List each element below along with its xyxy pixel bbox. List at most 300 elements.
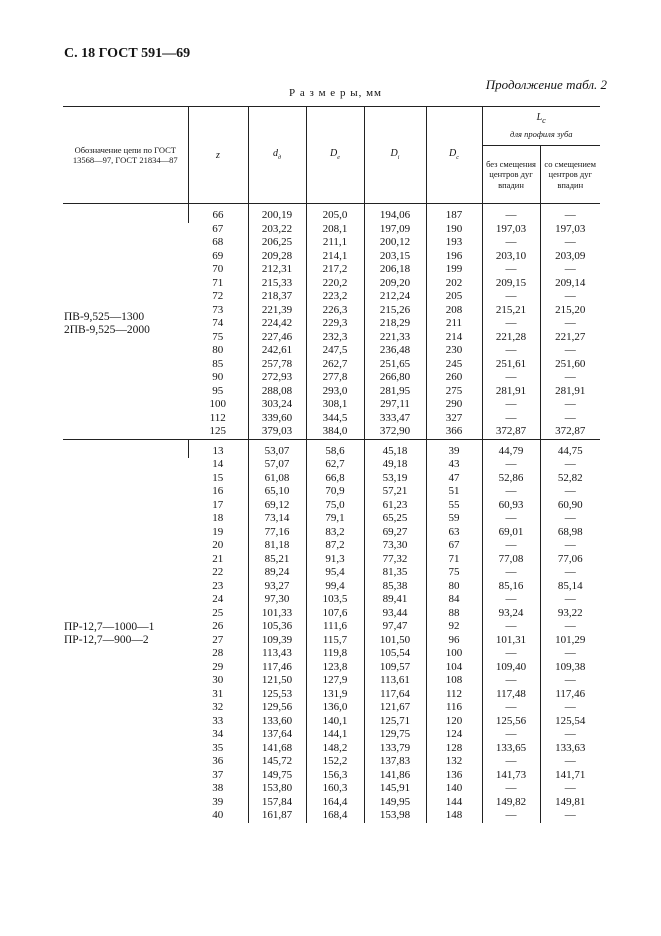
- cell-d-d: 133,60: [248, 715, 306, 729]
- cell-d-d: 149,75: [248, 769, 306, 783]
- cell-d-i: 251,65: [364, 358, 426, 372]
- cell-d-e: 384,0: [306, 425, 364, 439]
- cell-z: 33: [212, 714, 224, 727]
- cell-d-i: 81,35: [364, 566, 426, 580]
- cell-d-c: 84: [426, 593, 482, 607]
- cell-lc-without-offset: —: [482, 263, 540, 277]
- cell-lc-with-offset: 141,71: [540, 769, 600, 783]
- cell-lc-without-offset: 101,31: [482, 634, 540, 648]
- cell-d-e: 87,2: [306, 539, 364, 553]
- cell-d-i: 149,95: [364, 796, 426, 810]
- cell-d-d: 212,31: [248, 263, 306, 277]
- cell-d-c: 92: [426, 620, 482, 634]
- cell-z: 30: [212, 674, 224, 686]
- cell-d-i: 73,30: [364, 539, 426, 553]
- cell-d-i: 215,26: [364, 304, 426, 318]
- cell-z: 73: [212, 303, 224, 316]
- cell-lc-with-offset: 203,09: [540, 250, 600, 264]
- cell-d-c: 100: [426, 647, 482, 661]
- cell-lc-with-offset: 281,91: [540, 385, 600, 399]
- cell-z: 18: [212, 512, 224, 524]
- cell-lc-without-offset: 281,91: [482, 385, 540, 399]
- cell-d-e: 58,6: [306, 439, 364, 458]
- cell-lc-with-offset: 68,98: [540, 526, 600, 540]
- cell-d-i: 69,27: [364, 526, 426, 540]
- cell-d-d: 57,07: [248, 458, 306, 472]
- cell-d-i: 109,57: [364, 661, 426, 675]
- cell-lc-without-offset: —: [482, 620, 540, 634]
- cell-d-e: 144,1: [306, 728, 364, 742]
- cell-d-c: 148: [426, 809, 482, 823]
- cell-d-c: 132: [426, 755, 482, 769]
- cell-d-d: 224,42: [248, 317, 306, 331]
- cell-lc-with-offset: 197,03: [540, 223, 600, 237]
- cell-z: 19: [212, 525, 224, 538]
- cell-d-c: 208: [426, 304, 482, 318]
- cell-d-i: 212,24: [364, 290, 426, 304]
- cell-lc-without-offset: —: [482, 458, 540, 472]
- cell-z: 112: [209, 411, 226, 424]
- cell-d-c: 205: [426, 290, 482, 304]
- cell-lc-without-offset: 93,24: [482, 607, 540, 621]
- cell-z: 14: [212, 458, 224, 470]
- cell-d-i: 221,33: [364, 331, 426, 345]
- cell-d-e: 156,3: [306, 769, 364, 783]
- cell-d-e: 127,9: [306, 674, 364, 688]
- cell-z: 68: [212, 236, 224, 248]
- cell-d-i: 372,90: [364, 425, 426, 439]
- cell-d-e: 95,4: [306, 566, 364, 580]
- cell-d-d: 272,93: [248, 371, 306, 385]
- cell-d-e: 223,2: [306, 290, 364, 304]
- cell-d-i: 206,18: [364, 263, 426, 277]
- cell-lc-without-offset: —: [482, 539, 540, 553]
- cell-d-c: 230: [426, 344, 482, 358]
- cell-d-e: 211,1: [306, 236, 364, 250]
- cell-lc-without-offset: —: [482, 236, 540, 250]
- cell-z: 27: [212, 633, 224, 646]
- cell-d-e: 208,1: [306, 223, 364, 237]
- cell-d-i: 153,98: [364, 809, 426, 823]
- cell-z: 69: [212, 249, 224, 262]
- cell-d-e: 79,1: [306, 512, 364, 526]
- cell-lc-without-offset: 44,79: [482, 439, 540, 458]
- cell-z: 39: [212, 795, 224, 808]
- cell-z: 74: [212, 317, 224, 329]
- cell-lc-without-offset: 52,86: [482, 472, 540, 486]
- cell-d-c: 88: [426, 607, 482, 621]
- cell-d-e: 344,5: [306, 412, 364, 426]
- cell-lc-with-offset: —: [540, 290, 600, 304]
- cell-lc-without-offset: —: [482, 412, 540, 426]
- header-dd: $d_д$: [248, 107, 306, 204]
- cell-d-i: 197,09: [364, 223, 426, 237]
- cell-z: 31: [212, 687, 224, 700]
- cell-z: 26: [212, 620, 224, 632]
- chain-designation: ПР-12,7—1000—1 ПР-12,7—900—2: [63, 439, 188, 823]
- cell-d-e: 152,2: [306, 755, 364, 769]
- cell-z: 72: [212, 290, 224, 302]
- cell-d-c: 63: [426, 526, 482, 540]
- cell-lc-without-offset: —: [482, 371, 540, 385]
- cell-d-i: 281,95: [364, 385, 426, 399]
- header-lc-without-offset: без смещения центров дуг впадин: [482, 146, 540, 204]
- cell-lc-with-offset: —: [540, 701, 600, 715]
- cell-d-e: 160,3: [306, 782, 364, 796]
- cell-lc-with-offset: 149,81: [540, 796, 600, 810]
- cell-z: 71: [212, 276, 224, 289]
- table-header: [63, 107, 600, 204]
- cell-lc-with-offset: —: [540, 512, 600, 526]
- cell-z: 66: [188, 204, 248, 223]
- cell-d-e: 119,8: [306, 647, 364, 661]
- cell-z: 95: [212, 384, 224, 397]
- cell-lc-without-offset: 85,16: [482, 580, 540, 594]
- cell-d-i: 297,11: [364, 398, 426, 412]
- header-z: z: [188, 107, 248, 204]
- table-continuation-label: Продолжение табл. 2: [485, 77, 607, 92]
- cell-d-i: 266,80: [364, 371, 426, 385]
- cell-lc-without-offset: 60,93: [482, 499, 540, 513]
- cell-d-i: 61,23: [364, 499, 426, 513]
- cell-d-c: 104: [426, 661, 482, 675]
- cell-lc-without-offset: —: [482, 290, 540, 304]
- cell-lc-with-offset: 109,38: [540, 661, 600, 675]
- cell-d-e: 99,4: [306, 580, 364, 594]
- cell-d-d: 218,37: [248, 290, 306, 304]
- cell-d-i: 194,06: [364, 204, 426, 223]
- cell-z: 21: [212, 552, 224, 565]
- cell-lc-without-offset: —: [482, 809, 540, 823]
- cell-d-e: 220,2: [306, 277, 364, 291]
- cell-d-d: 121,50: [248, 674, 306, 688]
- cell-lc-with-offset: —: [540, 263, 600, 277]
- cell-d-e: 123,8: [306, 661, 364, 675]
- cell-d-i: 121,67: [364, 701, 426, 715]
- cell-lc-with-offset: —: [540, 674, 600, 688]
- cell-d-i: 93,44: [364, 607, 426, 621]
- cell-d-d: 93,27: [248, 580, 306, 594]
- cell-d-d: 105,36: [248, 620, 306, 634]
- cell-d-e: 140,1: [306, 715, 364, 729]
- cell-d-d: 141,68: [248, 742, 306, 756]
- cell-z: 100: [209, 398, 226, 410]
- cell-d-c: 55: [426, 499, 482, 513]
- cell-z: 23: [212, 579, 224, 592]
- chain-dimensions-table: [63, 106, 600, 823]
- cell-d-e: 226,3: [306, 304, 364, 318]
- cell-d-c: 67: [426, 539, 482, 553]
- cell-d-e: 75,0: [306, 499, 364, 513]
- cell-lc-with-offset: 52,82: [540, 472, 600, 486]
- cell-lc-with-offset: —: [540, 458, 600, 472]
- cell-lc-without-offset: —: [482, 701, 540, 715]
- cell-lc-with-offset: 372,87: [540, 425, 600, 439]
- cell-z: 75: [212, 330, 224, 343]
- cell-lc-with-offset: —: [540, 317, 600, 331]
- cell-d-d: 200,19: [248, 204, 306, 223]
- cell-d-c: 47: [426, 472, 482, 486]
- cell-d-c: 193: [426, 236, 482, 250]
- cell-d-c: 187: [426, 204, 482, 223]
- cell-d-d: 206,25: [248, 236, 306, 250]
- cell-z: 15: [212, 471, 224, 484]
- cell-d-c: 51: [426, 485, 482, 499]
- cell-d-e: 164,4: [306, 796, 364, 810]
- cell-d-c: 71: [426, 553, 482, 567]
- cell-d-c: 190: [426, 223, 482, 237]
- cell-d-d: 77,16: [248, 526, 306, 540]
- cell-d-e: 277,8: [306, 371, 364, 385]
- cell-lc-with-offset: —: [540, 728, 600, 742]
- cell-d-d: 117,46: [248, 661, 306, 675]
- cell-d-c: 290: [426, 398, 482, 412]
- cell-lc-with-offset: —: [540, 412, 600, 426]
- cell-d-e: 131,9: [306, 688, 364, 702]
- cell-d-i: 53,19: [364, 472, 426, 486]
- cell-d-d: 125,53: [248, 688, 306, 702]
- cell-z: 20: [212, 539, 224, 551]
- cell-d-d: 157,84: [248, 796, 306, 810]
- cell-z: 34: [212, 728, 224, 740]
- cell-z: 16: [212, 485, 224, 497]
- cell-d-d: 109,39: [248, 634, 306, 648]
- cell-lc-with-offset: 133,63: [540, 742, 600, 756]
- cell-d-d: 97,30: [248, 593, 306, 607]
- header-de: $D_e$: [306, 107, 364, 204]
- cell-lc-without-offset: —: [482, 398, 540, 412]
- cell-z: 40: [212, 809, 224, 821]
- cell-d-e: 232,3: [306, 331, 364, 345]
- cell-lc-without-offset: —: [482, 674, 540, 688]
- cell-d-d: 242,61: [248, 344, 306, 358]
- cell-lc-with-offset: 251,60: [540, 358, 600, 372]
- cell-d-c: 144: [426, 796, 482, 810]
- cell-lc-without-offset: —: [482, 317, 540, 331]
- cell-lc-without-offset: 209,15: [482, 277, 540, 291]
- cell-d-d: 209,28: [248, 250, 306, 264]
- cell-lc-without-offset: 251,61: [482, 358, 540, 372]
- cell-d-c: 199: [426, 263, 482, 277]
- cell-z: 67: [212, 222, 224, 235]
- cell-d-c: 59: [426, 512, 482, 526]
- cell-lc-without-offset: —: [482, 728, 540, 742]
- cell-lc-with-offset: 209,14: [540, 277, 600, 291]
- cell-d-d: 161,87: [248, 809, 306, 823]
- cell-z: 17: [212, 498, 224, 511]
- cell-d-i: 89,41: [364, 593, 426, 607]
- cell-d-c: 214: [426, 331, 482, 345]
- cell-d-e: 214,1: [306, 250, 364, 264]
- cell-lc-without-offset: 149,82: [482, 796, 540, 810]
- cell-lc-with-offset: —: [540, 809, 600, 823]
- cell-z: 36: [212, 755, 224, 767]
- cell-lc-without-offset: —: [482, 755, 540, 769]
- cell-lc-with-offset: 101,29: [540, 634, 600, 648]
- cell-d-i: 125,71: [364, 715, 426, 729]
- cell-d-e: 148,2: [306, 742, 364, 756]
- cell-lc-with-offset: 117,46: [540, 688, 600, 702]
- cell-d-e: 205,0: [306, 204, 364, 223]
- cell-d-d: 153,80: [248, 782, 306, 796]
- cell-d-c: 327: [426, 412, 482, 426]
- cell-d-i: 129,75: [364, 728, 426, 742]
- cell-d-d: 129,56: [248, 701, 306, 715]
- cell-lc-without-offset: 117,48: [482, 688, 540, 702]
- cell-z: 70: [212, 263, 224, 275]
- cell-z: 28: [212, 647, 224, 659]
- cell-lc-without-offset: 77,08: [482, 553, 540, 567]
- cell-d-i: 145,91: [364, 782, 426, 796]
- cell-lc-with-offset: —: [540, 755, 600, 769]
- cell-z: 90: [212, 371, 224, 383]
- cell-d-d: 53,07: [248, 439, 306, 458]
- cell-d-d: 113,43: [248, 647, 306, 661]
- cell-lc-with-offset: —: [540, 782, 600, 796]
- cell-d-c: 112: [426, 688, 482, 702]
- cell-d-i: 101,50: [364, 634, 426, 648]
- cell-z: 38: [212, 782, 224, 794]
- cell-lc-without-offset: 109,40: [482, 661, 540, 675]
- cell-d-d: 221,39: [248, 304, 306, 318]
- cell-d-i: 77,32: [364, 553, 426, 567]
- cell-d-c: 202: [426, 277, 482, 291]
- cell-d-i: 97,47: [364, 620, 426, 634]
- header-lc-with-offset: со смещением центров дуг впадин: [540, 146, 600, 204]
- cell-d-i: 65,25: [364, 512, 426, 526]
- cell-d-e: 111,6: [306, 620, 364, 634]
- header-lc: $L_c$ для профиля зуба: [482, 107, 600, 146]
- cell-d-i: 57,21: [364, 485, 426, 499]
- cell-z: 85: [212, 357, 224, 370]
- cell-d-i: 113,61: [364, 674, 426, 688]
- cell-d-i: 133,79: [364, 742, 426, 756]
- cell-d-i: 209,20: [364, 277, 426, 291]
- cell-d-i: 117,64: [364, 688, 426, 702]
- cell-d-c: 211: [426, 317, 482, 331]
- cell-d-e: 247,5: [306, 344, 364, 358]
- cell-d-c: 108: [426, 674, 482, 688]
- cell-d-c: 275: [426, 385, 482, 399]
- cell-lc-without-offset: —: [482, 512, 540, 526]
- cell-d-i: 141,86: [364, 769, 426, 783]
- cell-d-i: 137,83: [364, 755, 426, 769]
- cell-z: 25: [212, 606, 224, 619]
- cell-d-c: 120: [426, 715, 482, 729]
- cell-d-d: 145,72: [248, 755, 306, 769]
- cell-lc-with-offset: 93,22: [540, 607, 600, 621]
- cell-lc-with-offset: —: [540, 539, 600, 553]
- cell-lc-with-offset: —: [540, 620, 600, 634]
- cell-lc-with-offset: 44,75: [540, 439, 600, 458]
- header-di: $D_i$: [364, 107, 426, 204]
- cell-d-d: 257,78: [248, 358, 306, 372]
- cell-d-d: 73,14: [248, 512, 306, 526]
- cell-d-e: 136,0: [306, 701, 364, 715]
- cell-d-i: 203,15: [364, 250, 426, 264]
- cell-d-e: 229,3: [306, 317, 364, 331]
- cell-lc-with-offset: 215,20: [540, 304, 600, 318]
- cell-lc-without-offset: —: [482, 593, 540, 607]
- cell-lc-without-offset: —: [482, 566, 540, 580]
- cell-d-d: 89,24: [248, 566, 306, 580]
- table-row: [63, 439, 600, 458]
- cell-lc-without-offset: —: [482, 344, 540, 358]
- cell-lc-with-offset: —: [540, 398, 600, 412]
- cell-lc-without-offset: 125,56: [482, 715, 540, 729]
- cell-d-i: 218,29: [364, 317, 426, 331]
- cell-lc-with-offset: —: [540, 647, 600, 661]
- cell-lc-without-offset: —: [482, 782, 540, 796]
- cell-lc-without-offset: —: [482, 204, 540, 223]
- cell-d-i: 236,48: [364, 344, 426, 358]
- cell-d-d: 379,03: [248, 425, 306, 439]
- cell-lc-with-offset: 125,54: [540, 715, 600, 729]
- sizes-caption: Р а з м е р ы, мм: [289, 87, 383, 99]
- cell-d-e: 217,2: [306, 263, 364, 277]
- cell-d-d: 303,24: [248, 398, 306, 412]
- cell-lc-with-offset: —: [540, 593, 600, 607]
- cell-d-d: 65,10: [248, 485, 306, 499]
- cell-lc-with-offset: 60,90: [540, 499, 600, 513]
- cell-d-e: 308,1: [306, 398, 364, 412]
- cell-d-i: 49,18: [364, 458, 426, 472]
- cell-lc-without-offset: 133,65: [482, 742, 540, 756]
- cell-d-e: 293,0: [306, 385, 364, 399]
- cell-z: 35: [212, 741, 224, 754]
- cell-z: 80: [212, 344, 224, 356]
- cell-lc-without-offset: 203,10: [482, 250, 540, 264]
- cell-d-i: 333,47: [364, 412, 426, 426]
- cell-d-c: 124: [426, 728, 482, 742]
- cell-d-d: 61,08: [248, 472, 306, 486]
- cell-lc-without-offset: 215,21: [482, 304, 540, 318]
- cell-d-e: 115,7: [306, 634, 364, 648]
- cell-d-c: 136: [426, 769, 482, 783]
- cell-d-d: 81,18: [248, 539, 306, 553]
- cell-z: 32: [212, 701, 224, 713]
- header-dc: $D_c$: [426, 107, 482, 204]
- cell-lc-without-offset: —: [482, 485, 540, 499]
- cell-lc-with-offset: —: [540, 204, 600, 223]
- cell-z: 13: [188, 439, 248, 458]
- cell-lc-without-offset: 221,28: [482, 331, 540, 345]
- cell-d-i: 85,38: [364, 580, 426, 594]
- cell-z: 37: [212, 768, 224, 781]
- cell-lc-with-offset: —: [540, 344, 600, 358]
- cell-d-c: 80: [426, 580, 482, 594]
- chain-designation: ПВ-9,525—1300 2ПВ-9,525—2000: [64, 310, 150, 336]
- cell-d-c: 366: [426, 425, 482, 439]
- cell-d-d: 203,22: [248, 223, 306, 237]
- cell-z: 29: [212, 660, 224, 673]
- cell-d-i: 45,18: [364, 439, 426, 458]
- cell-d-c: 75: [426, 566, 482, 580]
- cell-d-e: 70,9: [306, 485, 364, 499]
- cell-d-e: 62,7: [306, 458, 364, 472]
- cell-lc-without-offset: 197,03: [482, 223, 540, 237]
- cell-d-d: 101,33: [248, 607, 306, 621]
- header-designation: Обозначение цепи по ГОСТ 13568—97, ГОСТ 21834—87: [63, 107, 188, 204]
- cell-z: 125: [209, 425, 226, 437]
- cell-d-c: 140: [426, 782, 482, 796]
- cell-lc-with-offset: —: [540, 485, 600, 499]
- cell-d-c: 39: [426, 439, 482, 458]
- page-header: С. 18 ГОСТ 591—69: [64, 46, 191, 61]
- cell-d-c: 260: [426, 371, 482, 385]
- cell-d-e: 262,7: [306, 358, 364, 372]
- cell-d-c: 128: [426, 742, 482, 756]
